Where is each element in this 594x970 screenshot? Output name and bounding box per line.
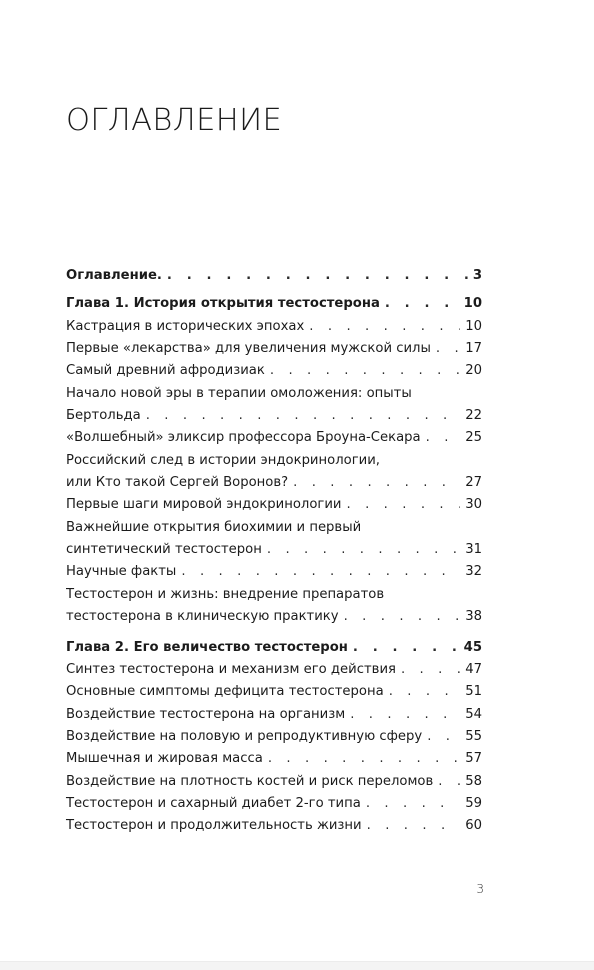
- toc-entry-title: Воздействие тестостерона на организм: [66, 706, 346, 722]
- dot-leader: [366, 793, 460, 815]
- toc-entry-page: 55: [465, 728, 482, 744]
- toc-entry-page: 45: [463, 639, 482, 655]
- toc-entry-page: 10: [463, 296, 482, 312]
- dot-leader: [438, 771, 460, 793]
- toc-entry-leader-row: [66, 681, 482, 703]
- toc-entry-leader-row: [66, 427, 482, 449]
- toc-entry: [66, 726, 482, 748]
- toc-entry-leader-row: [66, 316, 482, 338]
- toc-entry-leader-row: [66, 360, 482, 382]
- toc-entry-title: синтетический тестостерон: [66, 542, 262, 558]
- toc-entry-page: 30: [465, 497, 482, 513]
- page-number: 3: [476, 882, 484, 896]
- toc-entry-leader-row: [66, 606, 482, 628]
- toc-entry-title: Синтез тестостерона и механизм его действия: [66, 661, 396, 677]
- toc-entry-title: Воздействие на плотность костей и риск переломов: [66, 773, 434, 789]
- dot-leader: [146, 405, 461, 427]
- toc-entry: [66, 561, 482, 583]
- toc-entry-leader-row: [66, 494, 482, 516]
- toc-entry: [66, 360, 482, 382]
- toc-entry-title: Тестостерон и продолжительность жизни: [66, 818, 362, 834]
- toc-entry-leader-row: [66, 472, 482, 494]
- toc-entry-title-line: Начало новой эры в терапии омоложения: опыты: [66, 385, 412, 401]
- dot-leader: [309, 316, 460, 338]
- toc-entry-leader-row: [66, 793, 482, 815]
- dot-leader: [268, 748, 460, 770]
- toc-entry-title: или Кто такой Сергей Воронов?: [66, 475, 289, 491]
- dot-leader: [270, 360, 460, 382]
- toc-entry-page: 59: [465, 795, 482, 811]
- toc-entry-leader-row: [66, 265, 482, 287]
- toc-entry-title: Кастрация в исторических эпохах: [66, 318, 305, 334]
- toc-entry-page: 54: [465, 706, 482, 722]
- toc-entry-page: 22: [465, 408, 482, 424]
- toc-entry-leader-row: [66, 815, 482, 837]
- dot-leader: [344, 606, 461, 628]
- toc-entry-page: 57: [465, 751, 482, 767]
- dot-leader: [347, 494, 461, 516]
- toc-entry-page: 27: [465, 475, 482, 491]
- toc-entry-title: тестостерона в клиническую практику: [66, 609, 339, 625]
- dot-leader: [436, 338, 460, 360]
- toc-entry: [66, 517, 482, 562]
- toc-entry-leader-row: [66, 405, 482, 427]
- toc-entry-page: 31: [465, 542, 482, 558]
- dot-leader: [181, 561, 460, 583]
- toc-entry: [66, 316, 482, 338]
- toc-entry-page: 17: [465, 341, 482, 357]
- dot-leader: [426, 427, 461, 449]
- toc-entry: [66, 771, 482, 793]
- page-edge: [0, 961, 594, 970]
- toc-entry-title: Первые «лекарства» для увеличения мужской силы: [66, 341, 431, 357]
- toc-entry-title: Мышечная и жировая масса: [66, 751, 263, 767]
- toc-entry-title: Оглавление.: [66, 268, 162, 283]
- toc-entry: [66, 659, 482, 681]
- toc-entry-page: 47: [465, 661, 482, 677]
- toc-entry-title: Самый древний афродизиак: [66, 363, 265, 379]
- toc-entry-leader-row: [66, 539, 482, 561]
- toc-entry-title: Первые шаги мировой эндокринологии: [66, 497, 342, 513]
- toc-entry: [66, 704, 482, 726]
- toc-chapter-entry: [66, 265, 482, 287]
- toc-entry-title-line: Важнейшие открытия биохимии и первый: [66, 519, 362, 535]
- toc-entry-leader-row: [66, 659, 482, 681]
- table-of-contents: [66, 265, 482, 838]
- toc-entry-leader-row: [66, 748, 482, 770]
- toc-entry: [66, 494, 482, 516]
- toc-chapter-entry: [66, 637, 482, 659]
- dot-leader: [353, 637, 459, 659]
- toc-entry-title: Основные симптомы дефицита тестостерона: [66, 684, 384, 700]
- toc-entry-title-line: Тестостерон и жизнь: внедрение препаратов: [66, 586, 385, 602]
- toc-chapter-entry: [66, 293, 482, 315]
- toc-entry: [66, 584, 482, 629]
- toc-entry-title: Воздействие на половую и репродуктивную сферу: [66, 728, 423, 744]
- toc-entry: [66, 450, 482, 495]
- dot-leader: [167, 265, 468, 287]
- toc-entry: [66, 815, 482, 837]
- toc-entry: [66, 383, 482, 428]
- page-title: ОГЛАВЛЕНИЕ: [66, 103, 283, 138]
- toc-entry-leader-row: [66, 293, 482, 315]
- toc-entry: [66, 681, 482, 703]
- toc-entry-page: 51: [465, 684, 482, 700]
- dot-leader: [389, 681, 461, 703]
- toc-entry-leader-row: [66, 637, 482, 659]
- toc-entry-title: «Волшебный» эликсир профессора Броуна-Секара: [66, 430, 421, 446]
- toc-entry: [66, 338, 482, 360]
- dot-leader: [367, 815, 461, 837]
- toc-entry: [66, 748, 482, 770]
- dot-leader: [293, 472, 460, 494]
- toc-entry-title: Глава 2. Его величество тестостерон: [66, 639, 348, 655]
- toc-entry-title: Глава 1. История открытия тестостерона: [66, 296, 380, 312]
- toc-entry-page: 58: [465, 773, 482, 789]
- toc-entry-title-line: Российский след в истории эндокринологии,: [66, 452, 380, 468]
- toc-entry-page: 60: [465, 818, 482, 834]
- toc-entry: [66, 427, 482, 449]
- toc-entry-title: Научные факты: [66, 564, 177, 580]
- toc-entry-page: 3: [472, 268, 482, 283]
- toc-entry-page: 25: [465, 430, 482, 446]
- toc-entry-title: Бертольда: [66, 408, 141, 424]
- toc-entry-leader-row: [66, 704, 482, 726]
- dot-leader: [267, 539, 460, 561]
- toc-entry-title: Тестостерон и сахарный диабет 2-го типа: [66, 795, 361, 811]
- toc-entry-leader-row: [66, 561, 482, 583]
- dot-leader: [427, 726, 460, 748]
- toc-entry-page: 10: [465, 318, 482, 334]
- dot-leader: [385, 293, 459, 315]
- toc-entry-leader-row: [66, 338, 482, 360]
- toc-entry: [66, 793, 482, 815]
- toc-entry-leader-row: [66, 726, 482, 748]
- toc-entry-page: 20: [465, 363, 482, 379]
- dot-leader: [401, 659, 460, 681]
- toc-entry-leader-row: [66, 771, 482, 793]
- toc-entry-page: 38: [465, 609, 482, 625]
- toc-entry-page: 32: [465, 564, 482, 580]
- dot-leader: [350, 704, 460, 726]
